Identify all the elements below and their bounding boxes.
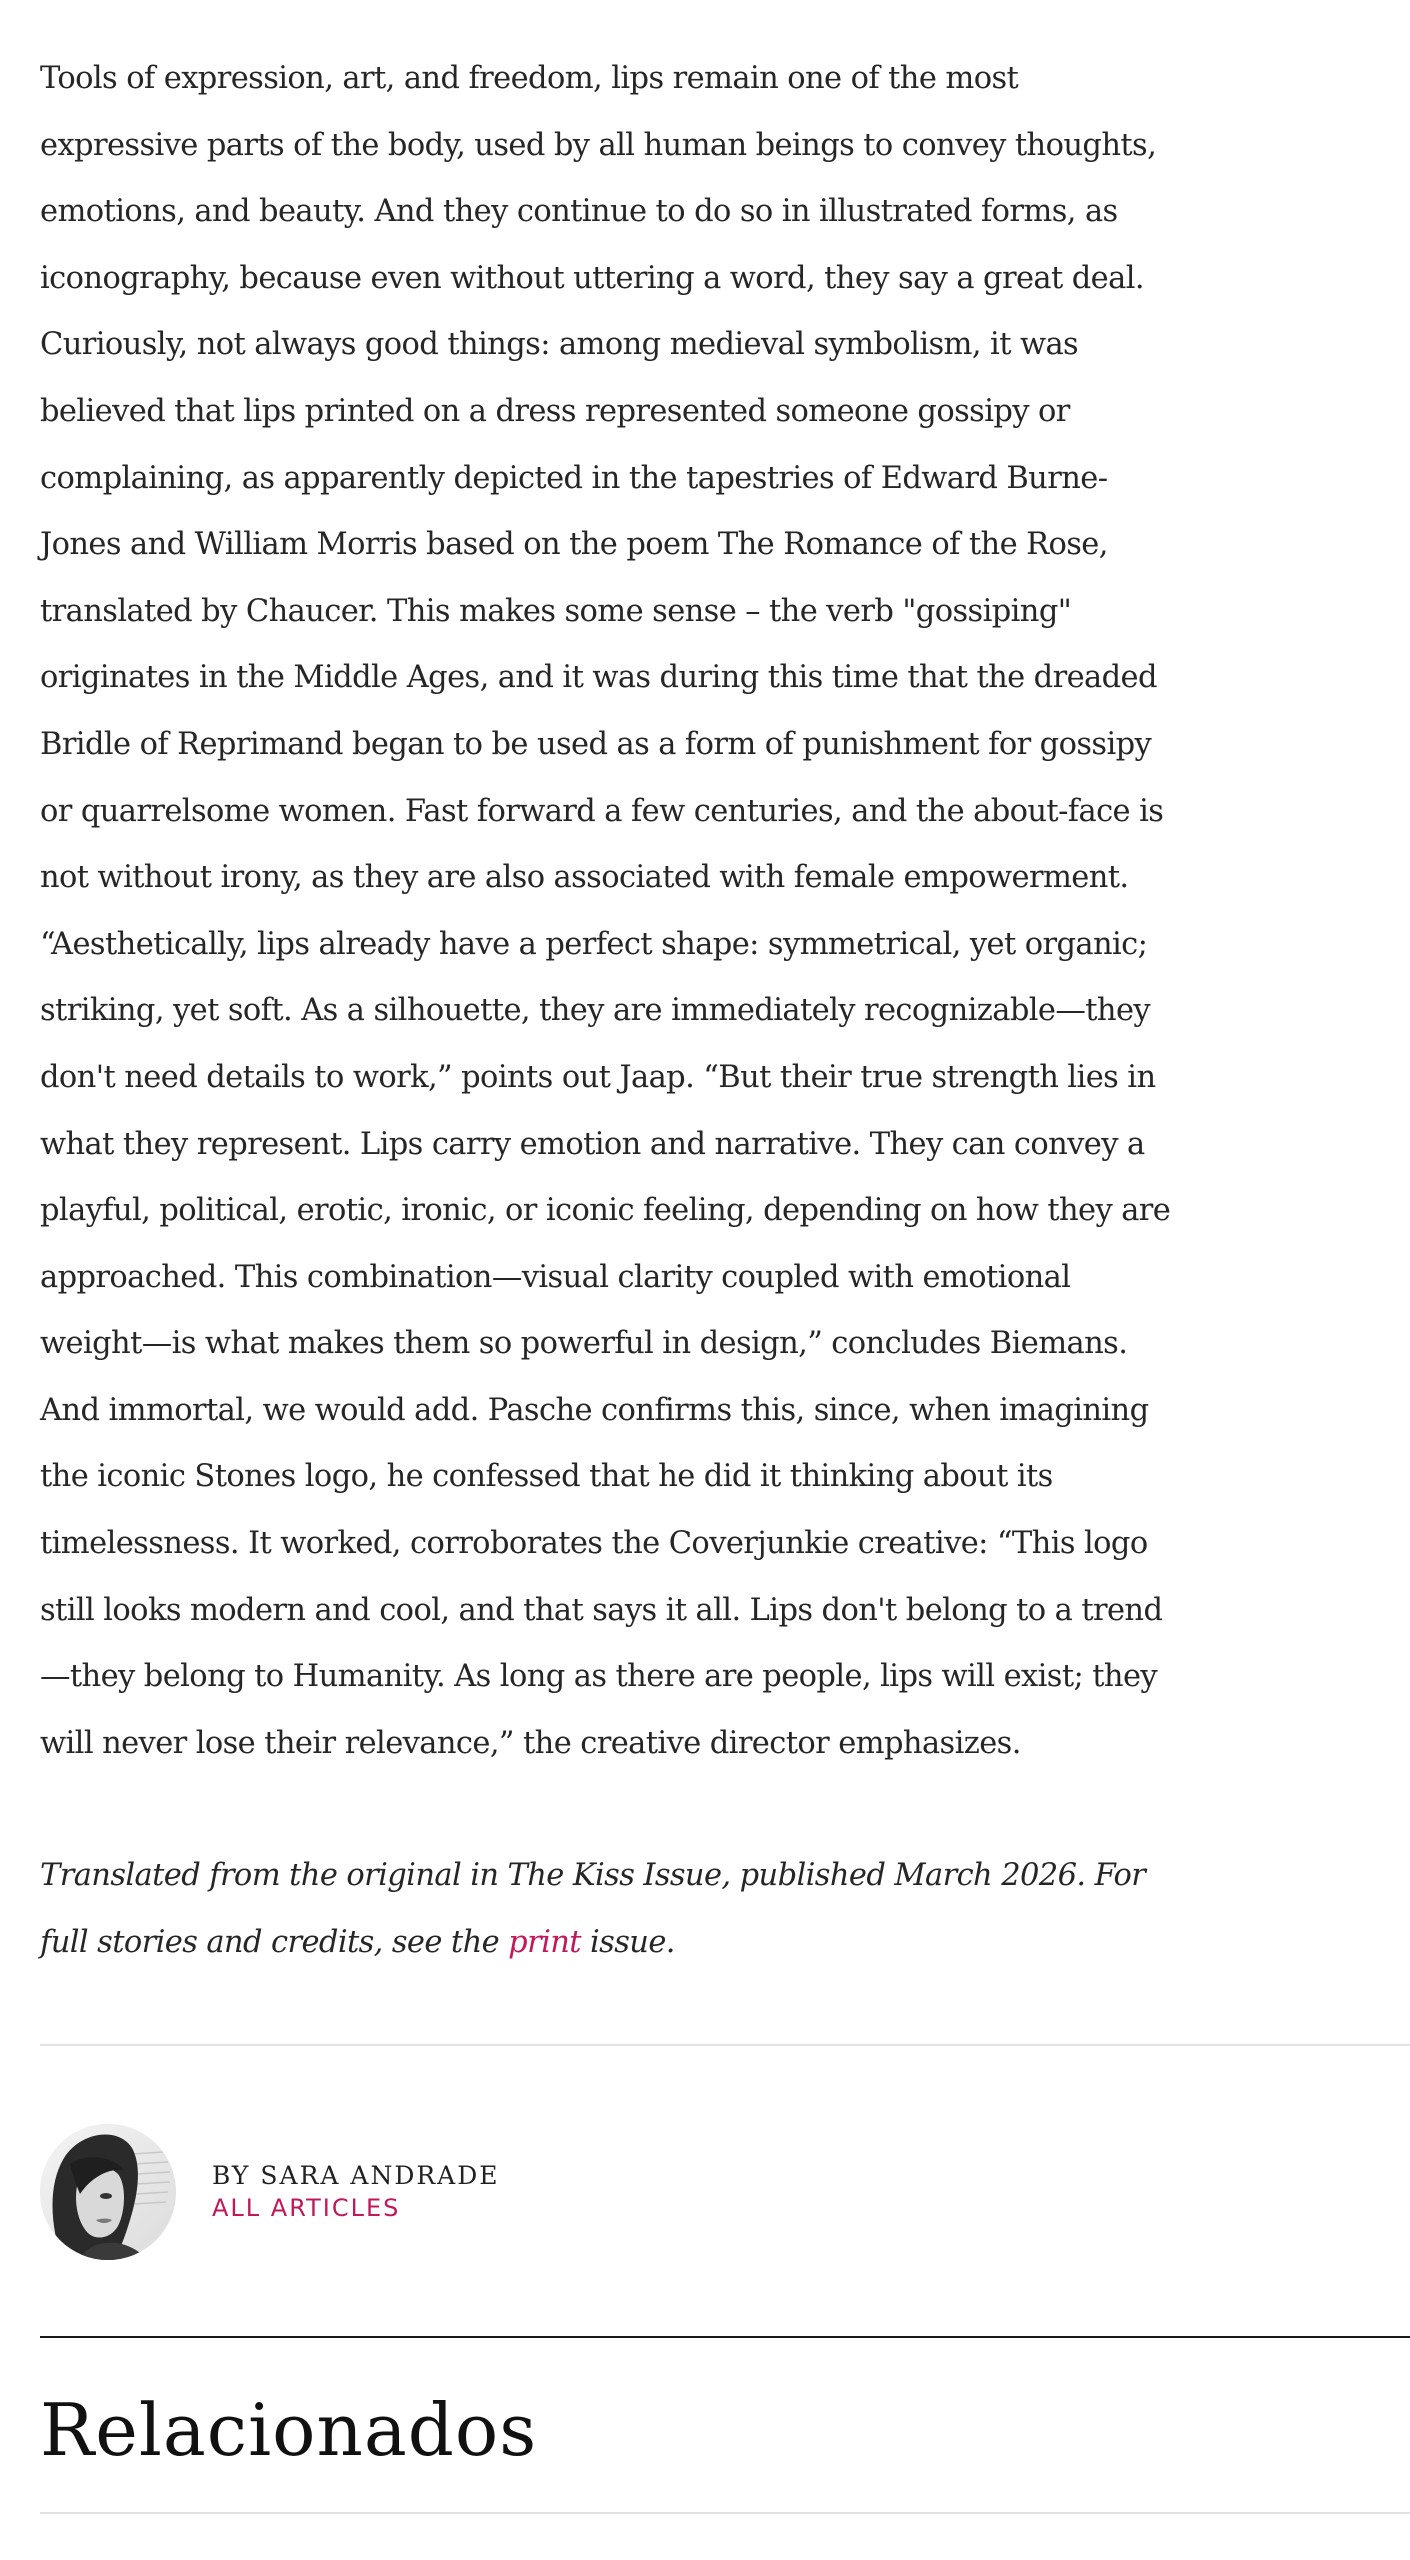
- related-bottom-divider: [40, 2512, 1410, 2514]
- credit-text-after: issue.: [580, 1924, 675, 1960]
- related-section-title: Relacionados: [40, 2388, 538, 2472]
- author-divider: [40, 2044, 1410, 2046]
- author-card: [40, 2124, 740, 2260]
- avatar[interactable]: [40, 2124, 176, 2260]
- credit-text-before: Translated from the original in The Kiss Issue, published March 2026. For full stories and credits, see the: [40, 1858, 1146, 1960]
- related-divider: [40, 2336, 1410, 2338]
- article-paragraph: Tools of expression, art, and freedom, lips remain one of the most expressive parts of the body, used by all human beings to convey thoughts, emotions, and beauty. And they continue to do so in illustrated forms, as iconography, because even without uttering a word, they say a great deal. Curiously, not always good things: among medieval symbolism, it was believed that lips printed on a dress represented someone gossipy or complaining, as apparently depicted in the tapestries of Edward Burne-Jones and William Morris based on the poem The Romance of the Rose, translated by Chaucer. This makes some sense – the verb "gossiping" originates in the Middle Ages, and it was during this time that the dreaded Bridle of Reprimand began to be used as a form of punishment for gossipy or quarrelsome women. Fast forward a few centuries, and the about-face is not without irony, as they are also associated with female empowerment. “Aesthetically, lips already have a perfect shape: symmetrical, yet organic; striking, yet soft. As a silhouette, they are immediately recognizable—they don't need details to work,” points out Jaap. “But their true strength lies in what they represent. Lips carry emotion and narrative. They can convey a playful, political, erotic, ironic, or iconic feeling, depending on how they are approached. This combination—visual clarity coupled with emotional weight—is what makes them so powerful in design,” concludes Biemans. And immortal, we would add. Pasche confirms this, since, when imagining the iconic Stones logo, he confessed that he did it thinking about its timelessness. It worked, corroborates the Coverjunkie creative: “This logo still looks modern and cool, and that says it all. Lips don't belong to a trend—they belong to Humanity. As long as there are people, lips will exist; they will never lose their relevance,” the creative director emphasizes.: [40, 61, 1171, 1761]
- all-articles-link[interactable]: ALL ARTICLES: [212, 2194, 401, 2222]
- author-meta: [212, 2160, 500, 2224]
- author-byline: BY SARA ANDRADE: [212, 2161, 500, 2190]
- article-body: [40, 46, 1180, 1777]
- print-issue-link[interactable]: print: [508, 1924, 581, 1960]
- translation-credit-note: [40, 1843, 1180, 1976]
- author-portrait-icon: [40, 2124, 176, 2260]
